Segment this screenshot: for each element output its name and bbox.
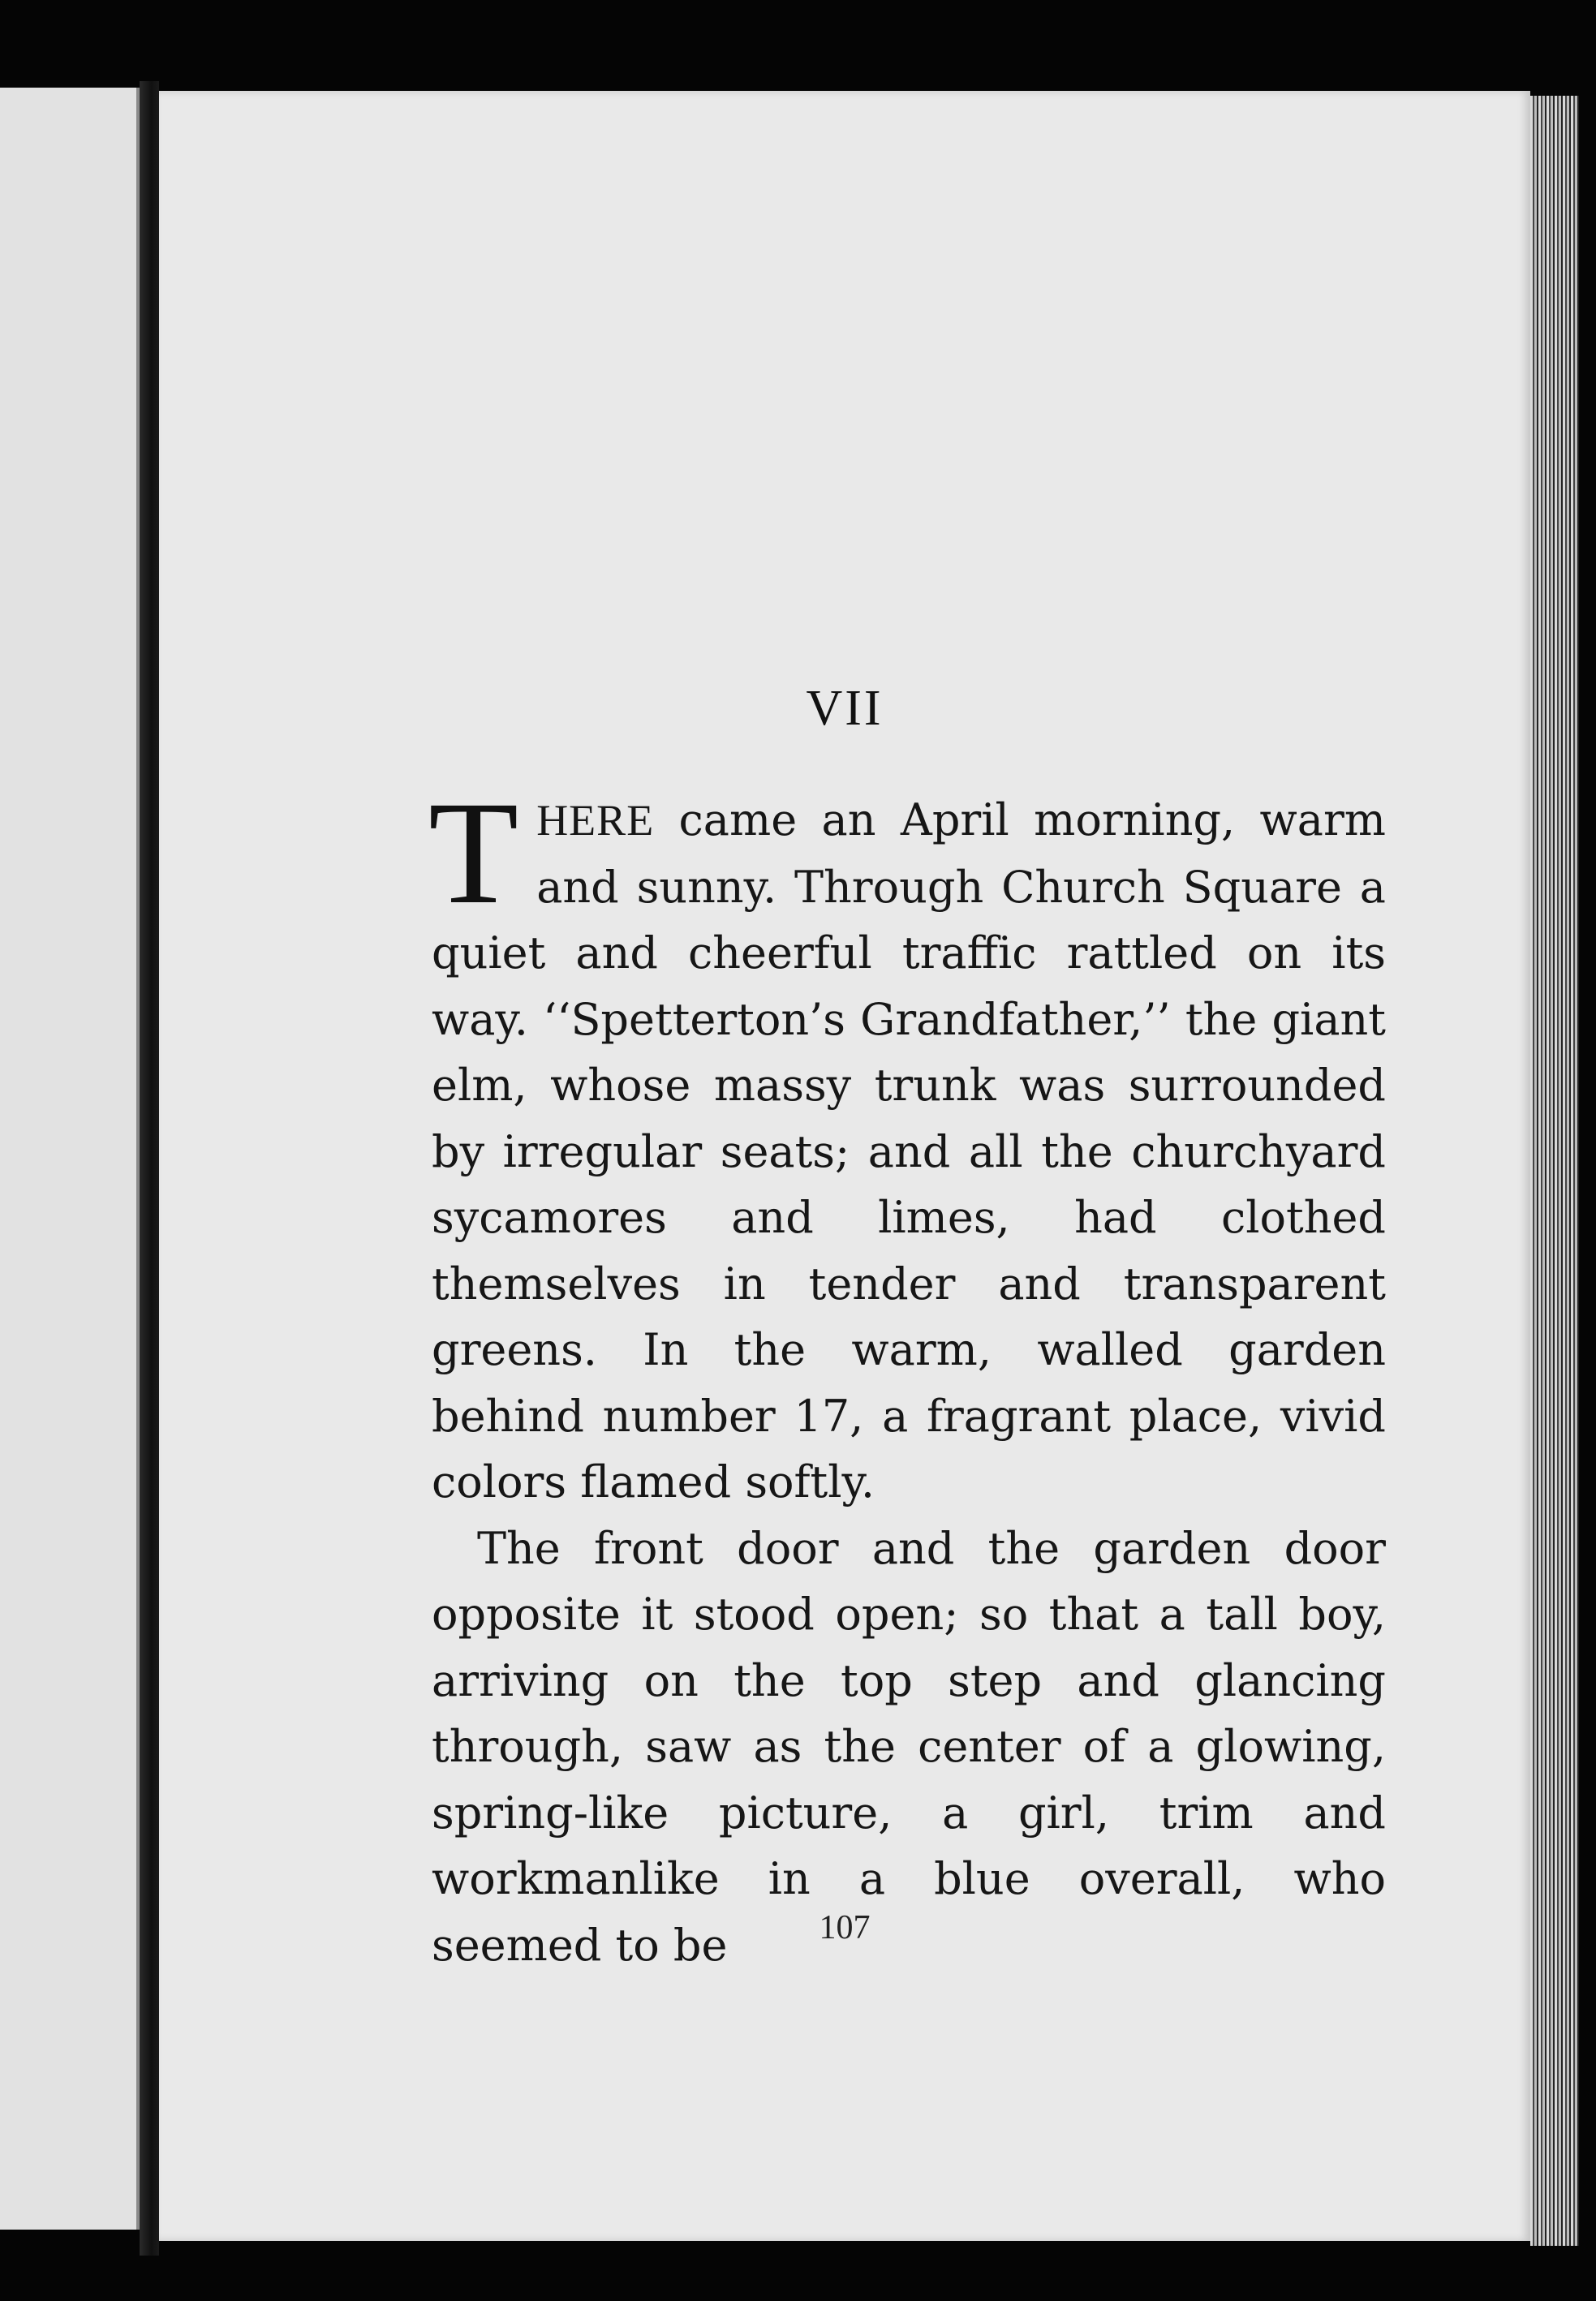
- body-text: [428, 772, 1386, 1978]
- drop-cap: T: [428, 772, 519, 935]
- page-number: 107: [819, 1909, 871, 1946]
- lead-in-word: HERE: [536, 796, 655, 845]
- book-gutter: [140, 81, 159, 2256]
- page-edges: [1530, 96, 1579, 2246]
- book-page: [159, 91, 1530, 2241]
- chapter-heading: VII: [806, 681, 884, 736]
- facing-page-edge: [0, 88, 141, 2230]
- paragraph-1: [428, 772, 1386, 1516]
- paragraph-2-text: The front door and the garden door opposite it stood open; so that a tall boy, arriving on the top step and glancing through, saw as the center of a glowing, spring-like picture, a girl, trim and workmanlike in a blue overall, who seemed to be: [432, 1522, 1386, 1971]
- paragraph-1-text: came an April morning, warm and sunny. Through Church Square a quiet and cheerful traffic rattled on its way. ‘‘Spetterton’s Grandfather,’’ the giant elm, whose massy trunk was surrounded by irregular seats; and all the churchyard sycamores and limes, had clothed themselves in tender and transparent greens. In the warm, walled garden behind number 17, a fragrant place, vivid colors flamed softly.: [432, 794, 1386, 1507]
